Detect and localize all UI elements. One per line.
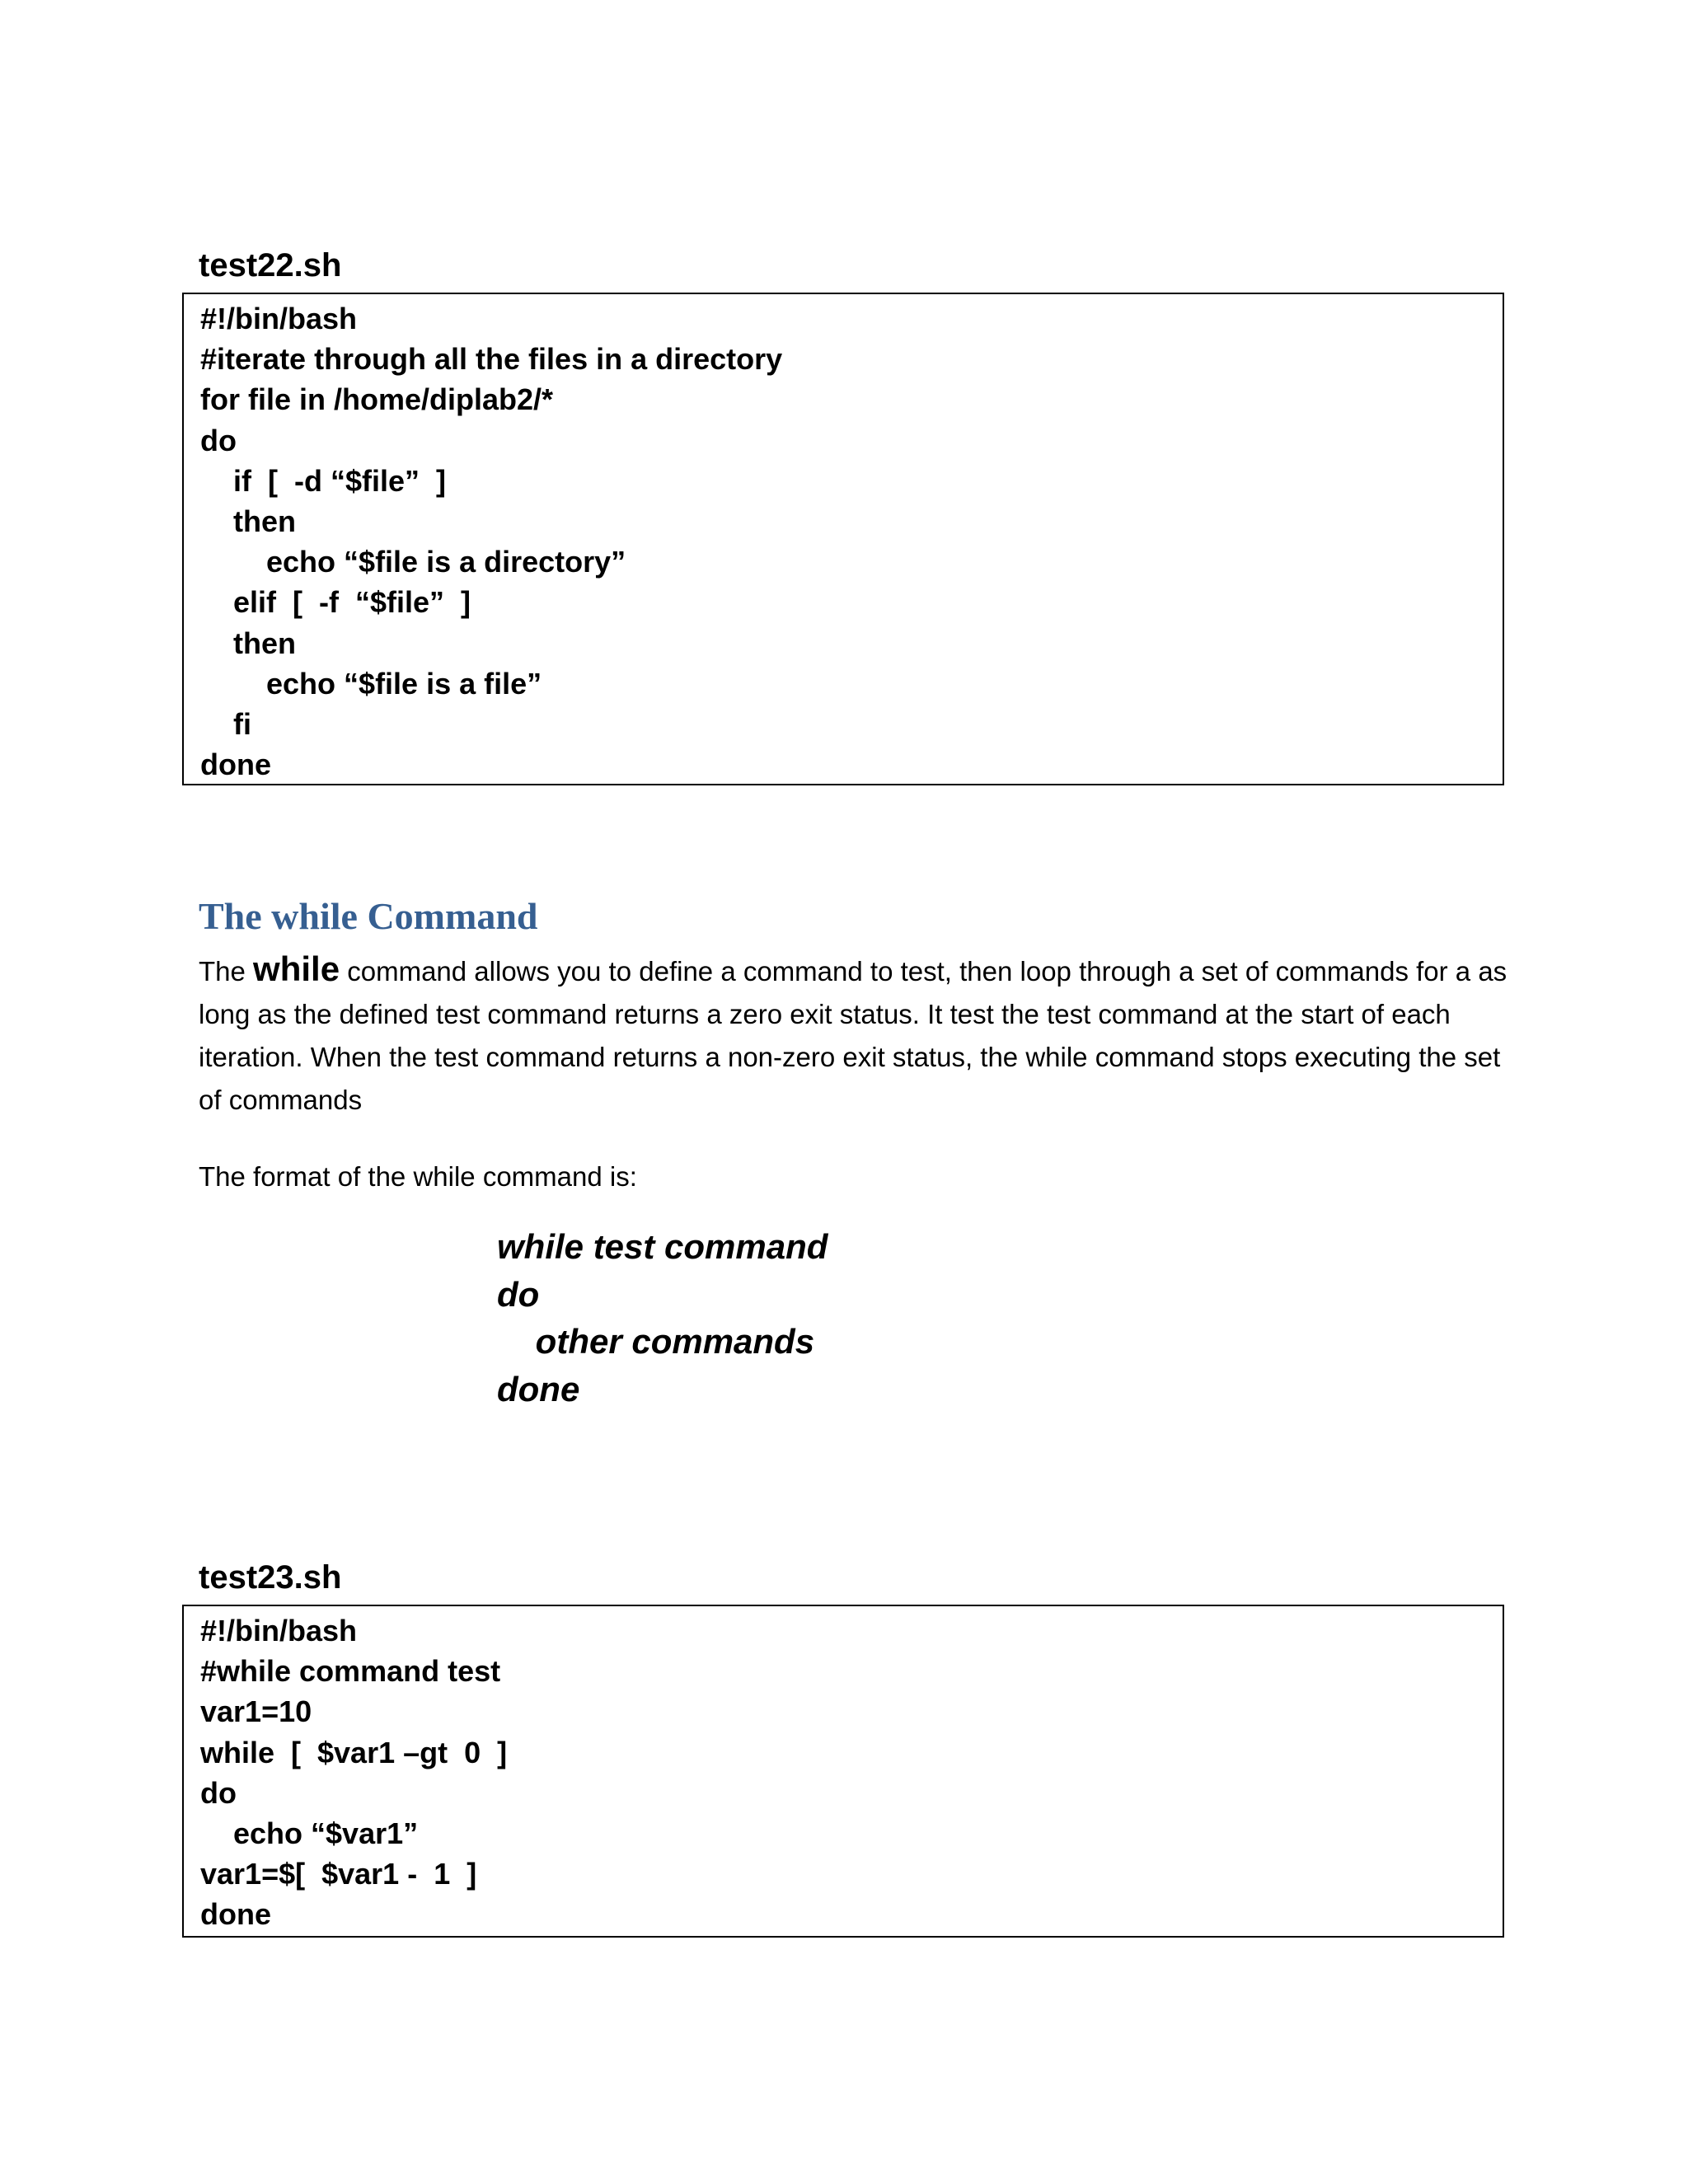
code-line: then xyxy=(200,504,296,538)
code-block xyxy=(182,1605,1504,1938)
code-line: for file in /home/diplab2/* xyxy=(200,382,554,417)
code-line: #while command test xyxy=(200,1654,501,1689)
while-keyword: while xyxy=(253,949,340,988)
intro-text: command allows you to define a command to test, then loop through a set of commands for a as long as the defined test command returns a zero exit status. It test the test command at the start of each iteration. When the test command returns a non-zero exit status, the while command stops executing the set of commands xyxy=(199,956,1507,1115)
section-heading: The while Command xyxy=(199,895,538,937)
syntax-line: while test command xyxy=(497,1227,828,1266)
syntax-block xyxy=(497,1223,828,1413)
syntax-line: done xyxy=(497,1369,580,1408)
code-line: var1=$[ $var1 - 1 ] xyxy=(200,1857,477,1891)
code-line: done xyxy=(200,748,271,782)
syntax-line: do xyxy=(497,1274,540,1314)
code-block xyxy=(182,293,1504,785)
code-line: echo “$file is a file” xyxy=(200,666,542,701)
syntax-line: other commands xyxy=(497,1322,815,1361)
code-line: if [ -d “$file” ] xyxy=(200,463,447,498)
code-line: do xyxy=(200,1775,237,1810)
format-intro: The format of the while command is: xyxy=(199,1161,637,1192)
code-line: #!/bin/bash xyxy=(200,1614,358,1647)
code-line: echo “$file is a directory” xyxy=(200,545,626,579)
code-line: done xyxy=(200,1897,271,1932)
code-line: var1=10 xyxy=(200,1694,312,1729)
code-line: then xyxy=(200,626,296,660)
script-filename: test22.sh xyxy=(199,247,342,284)
code-line: while [ $var1 –gt 0 ] xyxy=(200,1735,508,1769)
code-line: elif [ -f “$file” ] xyxy=(200,585,471,620)
code-line: #!/bin/bash xyxy=(200,302,358,335)
code-line: #iterate through all the files in a directory xyxy=(200,342,783,377)
code-line: echo “$var1” xyxy=(200,1816,419,1850)
intro-prefix: The xyxy=(199,956,254,987)
intro-paragraph xyxy=(199,948,1509,1122)
code-line: do xyxy=(200,423,237,457)
script-filename: test23.sh xyxy=(199,1559,342,1596)
code-line: fi xyxy=(200,706,251,741)
